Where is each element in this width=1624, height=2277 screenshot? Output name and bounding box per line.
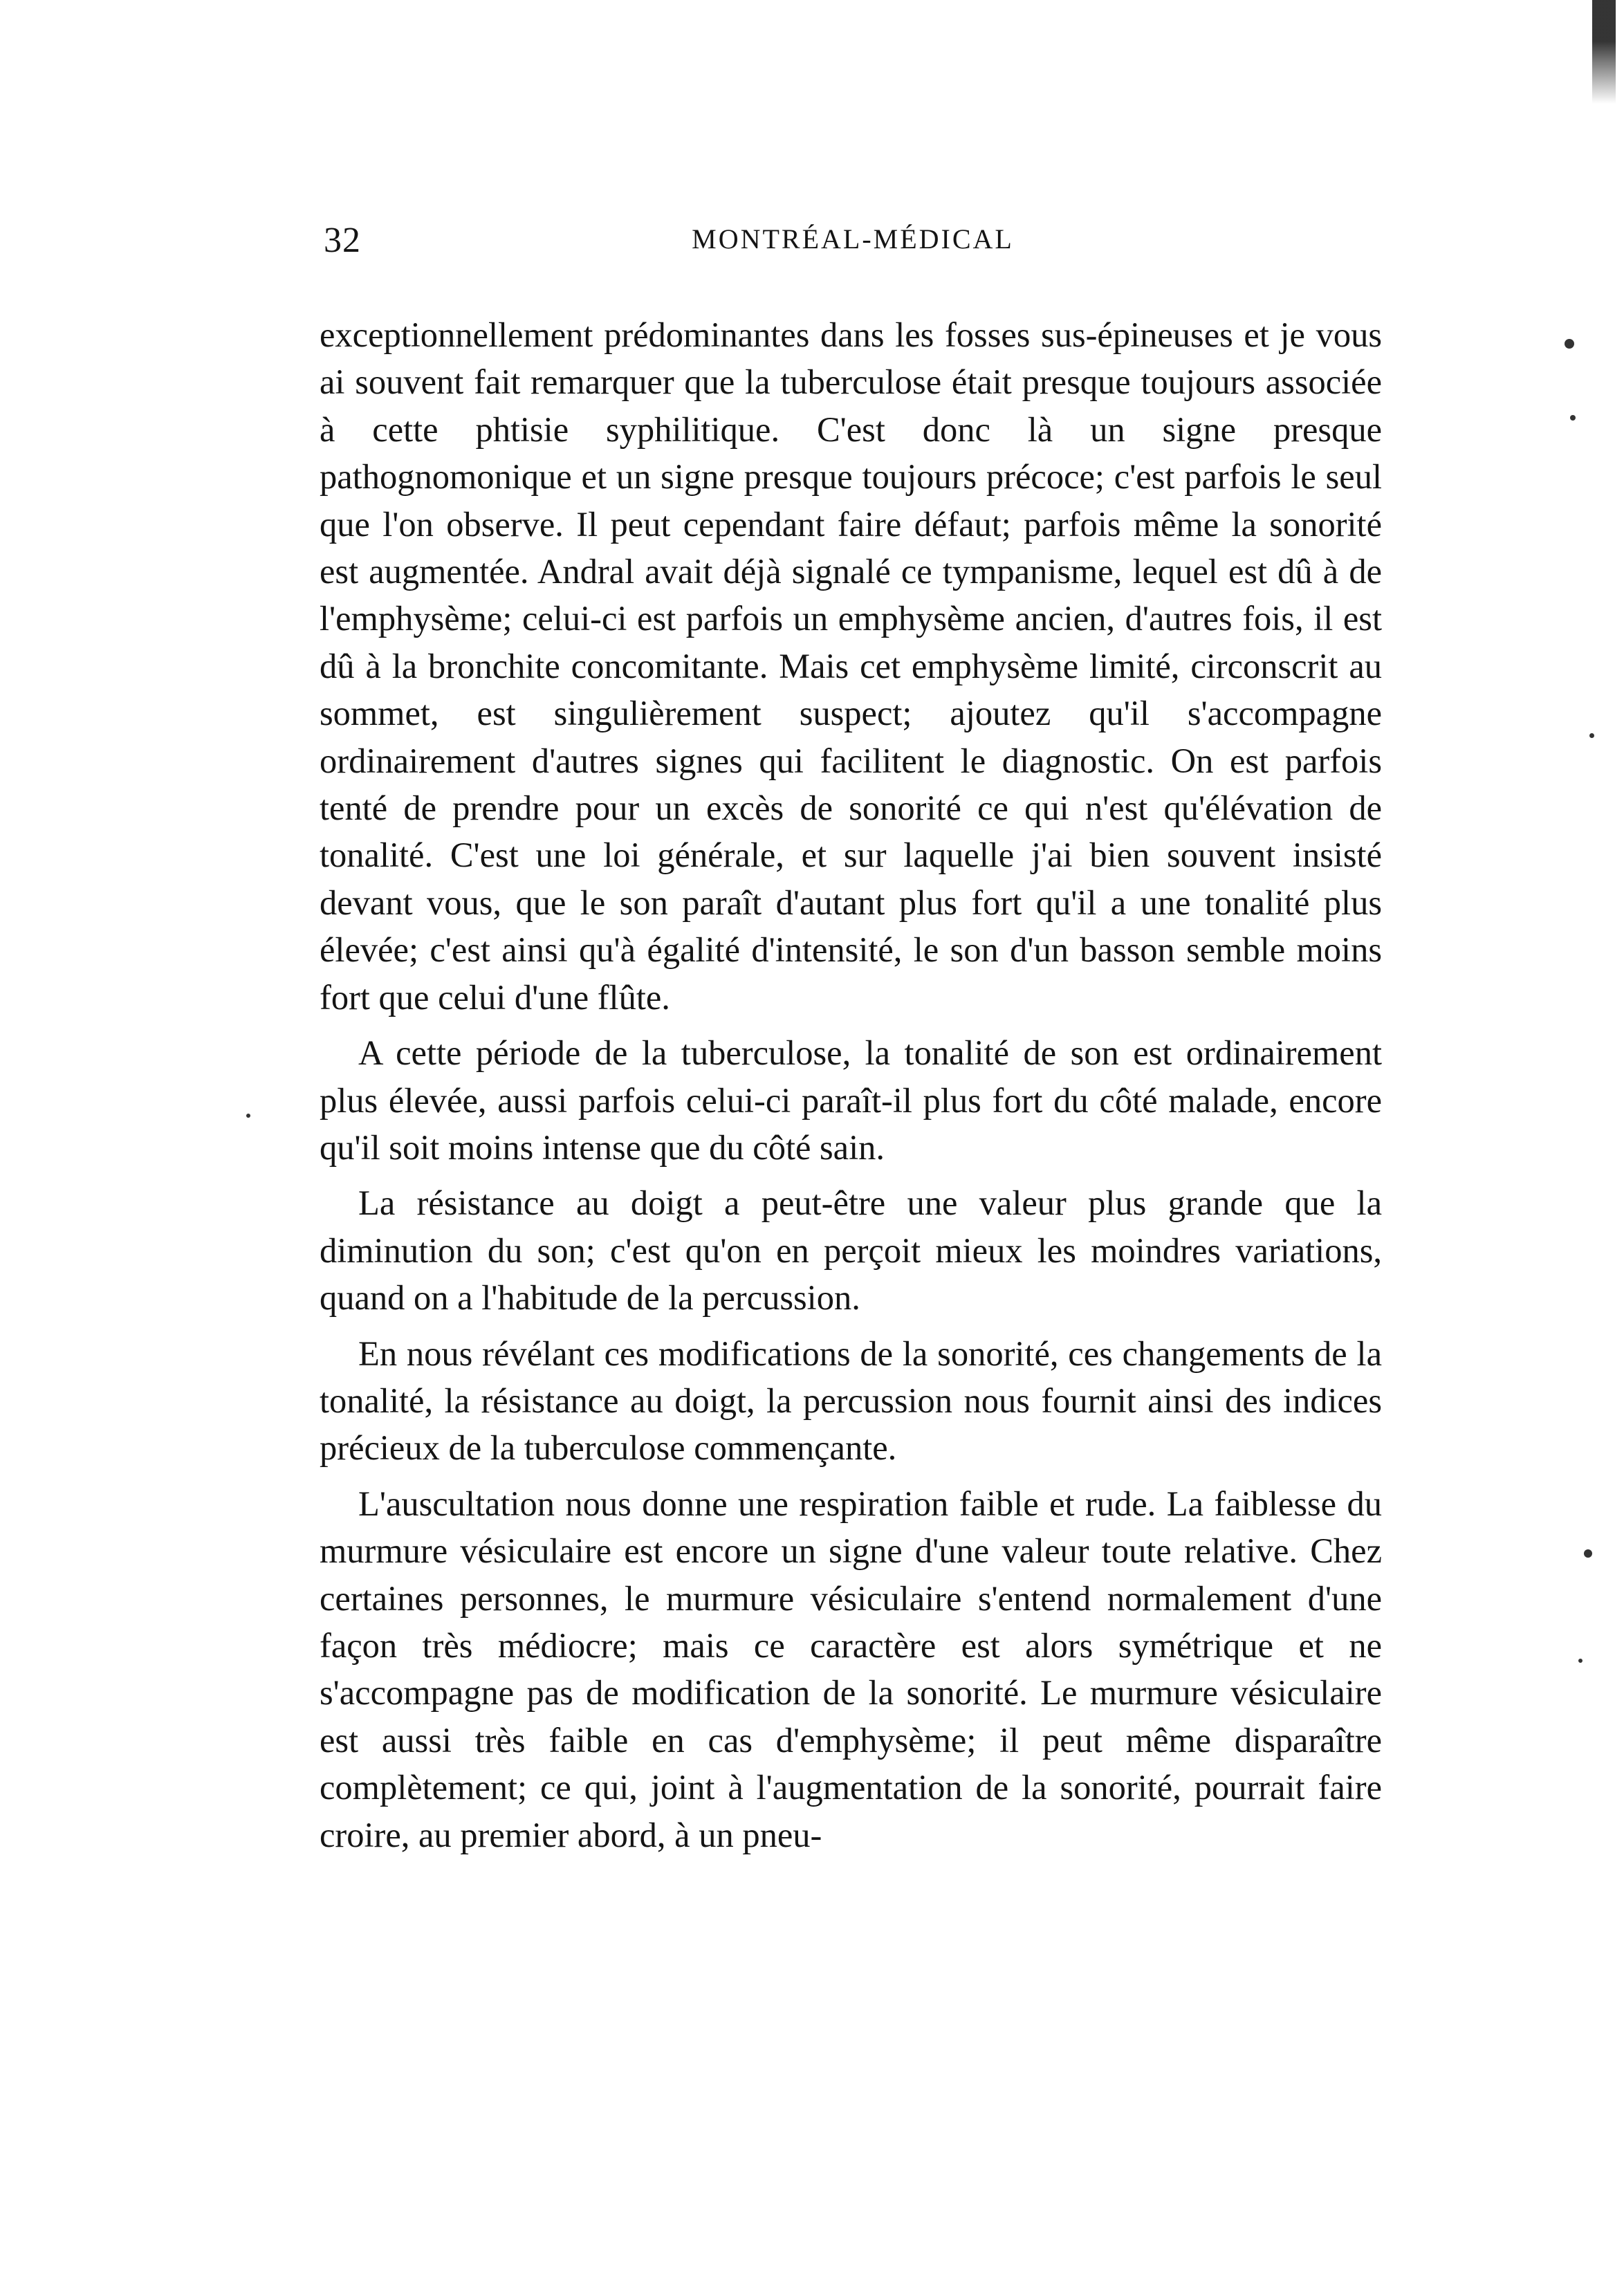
paragraph: L'auscultation nous donne une respiration faible et rude. La faiblesse du murmure vésiculaire est encore un signe d'une valeur toute relative. Chez certaines personnes, le murmure vésiculaire s'entend normalement d'une façon très médiocre; mais ce caractère est alors symétrique et ne s'accompagne pas de modification de la sonorité. Le murmure vésiculaire est aussi très faible en cas d'emphysème; il peut même disparaître complètement; ce qui, joint à l'augmentation de la sonorité, pourrait faire croire, au premier abord, à un pneu-: [320, 1484, 1382, 1854]
scan-edge-mark: [1592, 0, 1616, 104]
paragraph: En nous révélant ces modifications de la sonorité, ces changements de la tonalité, la résistance au doigt, la percussion nous fournit ainsi des indices précieux de la tuberculose commençante.: [320, 1334, 1382, 1468]
paragraph: A cette période de la tuberculose, la tonalité de son est ordinairement plus élevée, aussi parfois celui-ci paraît-il plus fort du côté malade, encore qu'il soit moins intense que du côté sain.: [320, 1033, 1382, 1167]
page-header: [324, 220, 1382, 275]
page-number: 32: [324, 221, 361, 260]
scan-speck: [1584, 1549, 1592, 1558]
scan-speck: [1565, 339, 1574, 349]
paragraph: exceptionnellement prédominantes dans les fosses sus-épineuses et je vous ai souvent fait remarquer que la tuberculose était presque toujours associée à cette phtisie syphilitique. C'est donc là un signe presque pathognomonique et un signe presque toujours précoce; c'est parfois le seul que l'on observe. Il peut cependant faire défaut; parfois même la sonorité est augmentée. Andral avait déjà signalé ce tympanisme, lequel est dû à de l'emphysème; celui-ci est parfois un emphysème ancien, d'autres fois, il est dû à la bronchite concomitante. Mais cet emphysème limité, circonscrit au sommet, est singulièrement suspect; ajoutez qu'il s'accompagne ordinairement d'autres signes qui facilitent le diagnostic. On est parfois tenté de prendre pour un excès de sonorité ce qui n'est qu'élévation de tonalité. C'est une loi générale, et sur laquelle j'ai bien souvent insisté devant vous, que le son paraît d'autant plus fort qu'il a une tonalité plus élevée; c'est ainsi qu'à égalité d'intensité, le son d'un basson semble moins fort que celui d'une flûte.: [320, 315, 1382, 1017]
scan-speck: [246, 1114, 250, 1118]
scan-speck: [1589, 733, 1594, 738]
body-text: [320, 311, 1382, 1859]
scan-speck: [1570, 415, 1576, 421]
scan-speck: [1578, 1659, 1583, 1663]
running-head: MONTRÉAL-MÉDICAL: [692, 223, 1014, 255]
paragraph: La résistance au doigt a peut-être une valeur plus grande que la diminution du son; c'est qu'on en perçoit mieux les moindres variations, quand on a l'habitude de la percussion.: [320, 1183, 1382, 1318]
